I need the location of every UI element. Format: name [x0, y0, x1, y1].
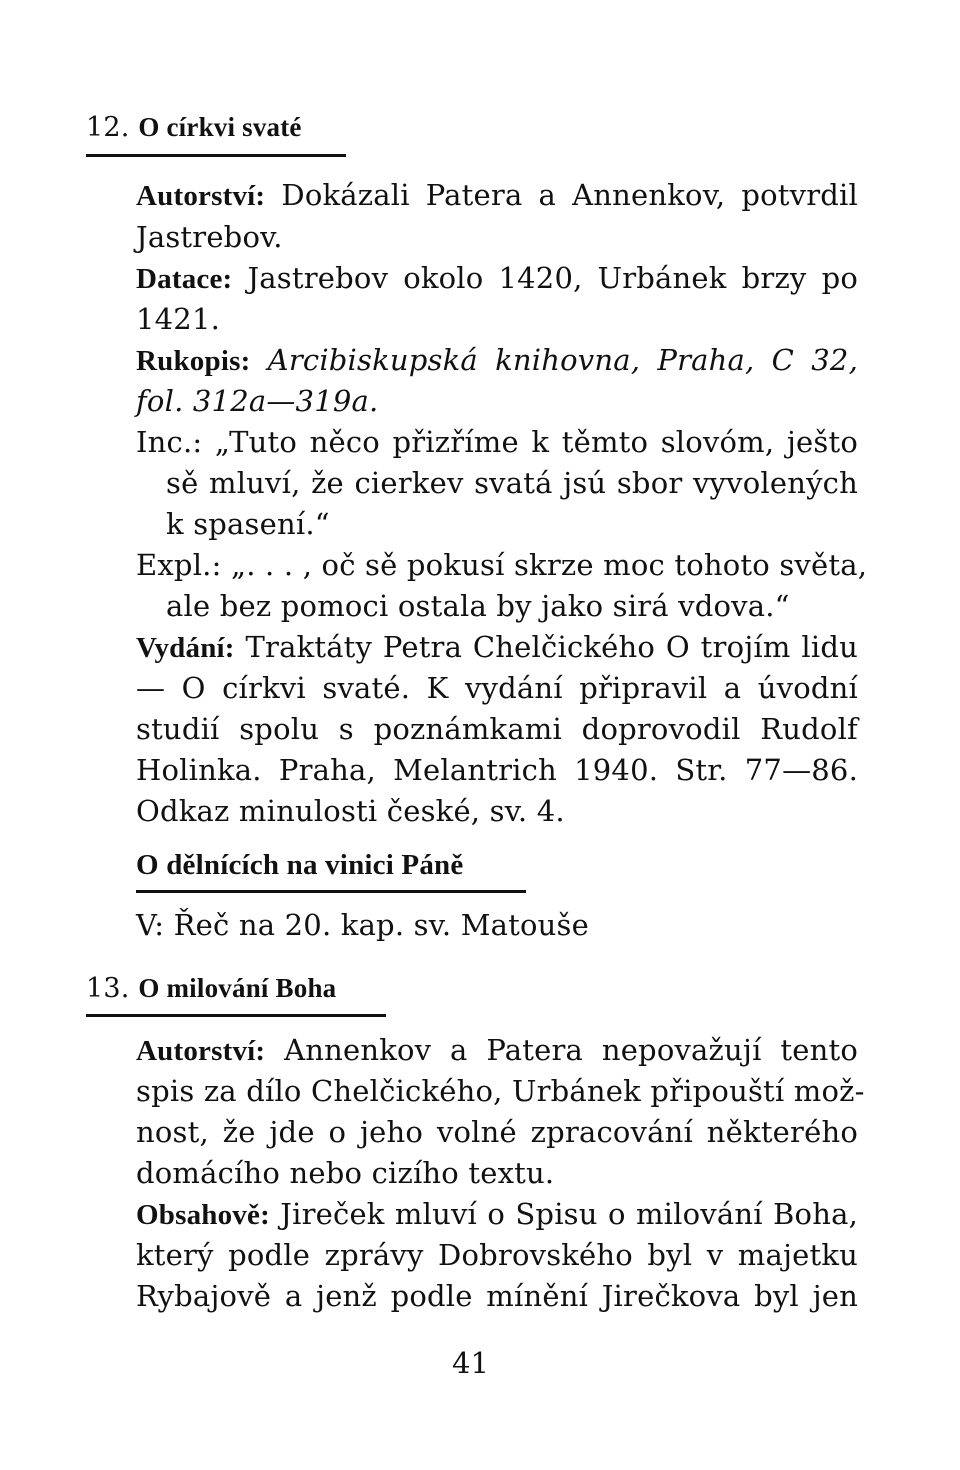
section-12-underline	[86, 154, 346, 157]
vydani-line-4: Holinka. Praha, Melantrich 1940. Str. 77—86.	[136, 753, 858, 787]
section-number: 12.	[86, 112, 130, 143]
autorstvi13-line-4: domácího nebo cizího textu.	[136, 1156, 555, 1190]
autorstvi13-line-2: spis za dílo Chelčického, Urbánek připouští mož-	[136, 1074, 865, 1108]
autorstvi-label: Autorství:	[136, 1035, 266, 1067]
incipit-line-3: k spasení.“	[166, 507, 330, 541]
section-title: O církvi svaté	[138, 112, 302, 142]
datace-line-2: 1421.	[136, 302, 221, 336]
rukopis-label: Rukopis:	[136, 345, 251, 377]
autorstvi-text: Annenkov a Patera nepovažují tento	[284, 1033, 858, 1067]
section-12-heading	[86, 107, 302, 148]
datace-label: Datace:	[136, 263, 233, 295]
autorstvi13-line-1	[136, 1030, 858, 1071]
vydani-line-1	[136, 627, 858, 668]
explicit-line-1: Expl.: „. . . , oč sě pokusí skrze moc tohoto světa,	[136, 548, 868, 582]
autorstvi-line-1	[136, 175, 858, 216]
section-number: 13.	[86, 973, 130, 1004]
rukopis-line-2: fol. 312a—319a.	[136, 384, 379, 418]
vydani-line-3: studií spolu s poznámkami doprovodil Rudolf	[136, 712, 858, 746]
vydani-line-5: Odkaz minulosti české, sv. 4.	[136, 794, 565, 828]
section-13-heading	[86, 968, 336, 1009]
obsahove-line-1	[136, 1194, 858, 1235]
obsahove-line-2: který podle zprávy Dobrovského byl v majetku	[136, 1238, 858, 1272]
autorstvi-label: Autorství:	[136, 180, 266, 212]
obsahove-text: Jireček mluví o Spisu o milování Boha,	[280, 1197, 858, 1231]
subsection-title: O dělnících na vinici Páně	[136, 849, 464, 881]
section-title: O milování Boha	[138, 973, 337, 1003]
autorstvi-line-2: Jastrebov.	[136, 220, 283, 254]
page-number: 41	[452, 1346, 489, 1380]
datace-line-1	[136, 258, 858, 299]
vydani-text: Traktáty Petra Chelčického O trojím lidu	[245, 630, 858, 664]
obsahove-label: Obsahově:	[136, 1199, 270, 1231]
subsection-note: V: Řeč na 20. kap. sv. Matouše	[136, 908, 589, 942]
obsahove-line-3: Rybajově a jenž podle mínění Jirečkova byl jen	[136, 1279, 858, 1313]
vydani-label: Vydání:	[136, 632, 235, 664]
rukopis-line-1	[136, 340, 858, 381]
autorstvi13-line-3: nost, že jde o jeho volné zpracování některého	[136, 1115, 858, 1149]
rukopis-text: Arcibiskupská knihovna, Praha, C 32,	[267, 343, 858, 377]
vydani-line-2: — O církvi svaté. K vydání připravil a úvodní	[136, 671, 858, 705]
datace-text: Jastrebov okolo 1420, Urbánek brzy po	[247, 261, 858, 295]
incipit-line-2: sě mluví, že cierkev svatá jsú sbor vyvolených	[166, 466, 858, 500]
explicit-line-2: ale bez pomoci ostala by jako sirá vdova.“	[166, 589, 790, 623]
incipit-line-1: Inc.: „Tuto něco přizříme k těmto slovóm, ješto	[136, 425, 858, 459]
section-13-underline	[86, 1014, 386, 1017]
autorstvi-text: Dokázali Patera a Annenkov, potvrdil	[281, 178, 859, 212]
subsection-underline	[136, 890, 526, 893]
